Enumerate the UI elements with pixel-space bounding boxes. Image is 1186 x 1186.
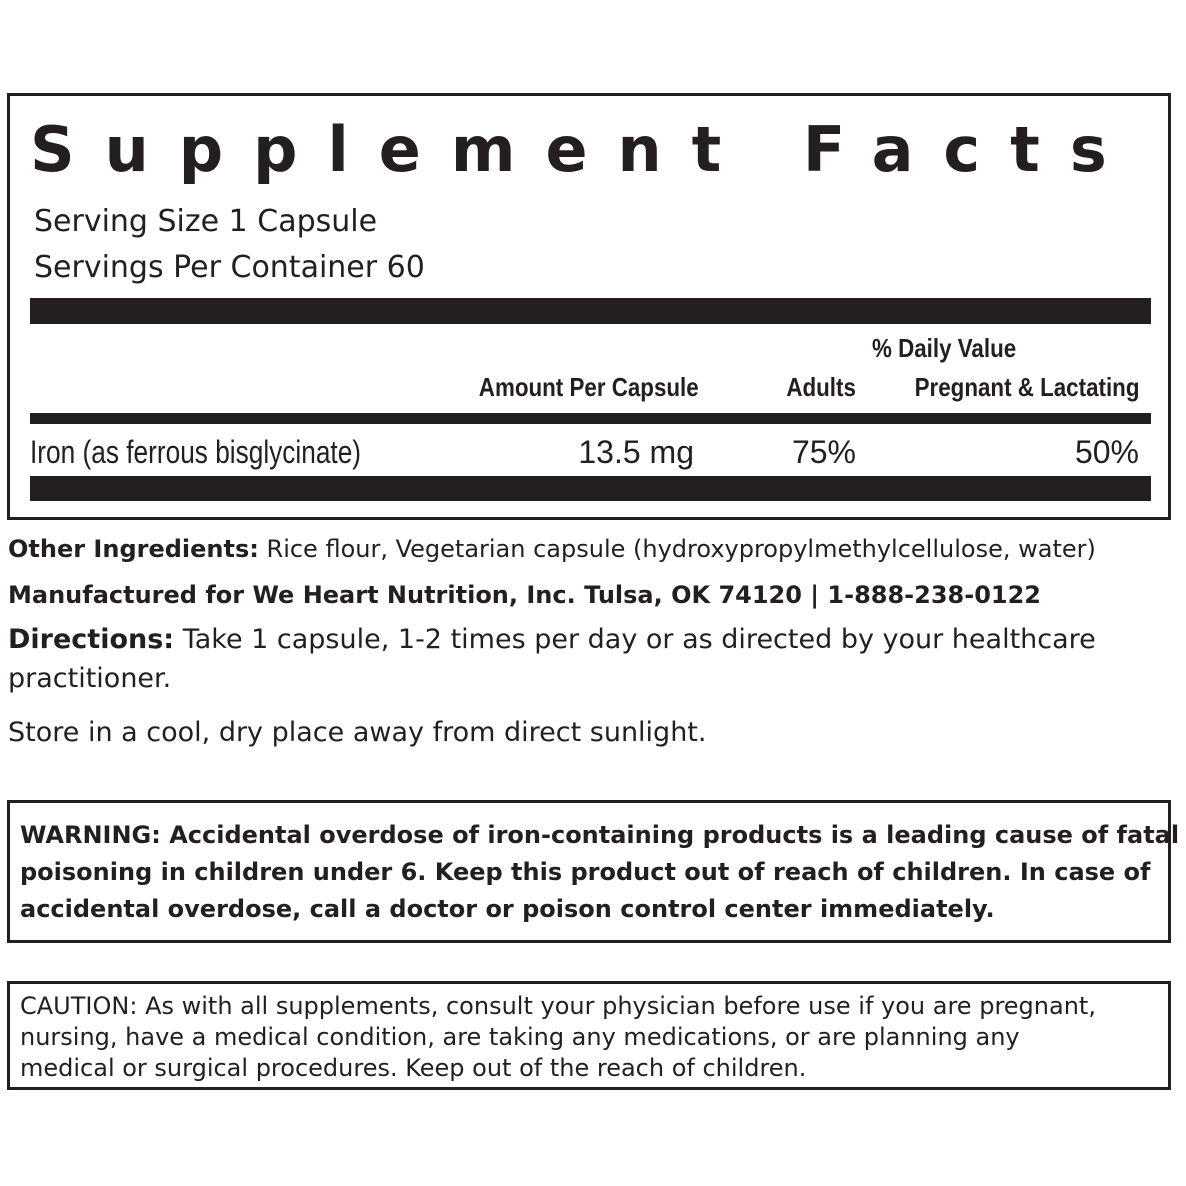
- header-amount-per-capsule: Amount Per Capsule: [479, 372, 699, 402]
- caution-line-1: [20, 991, 1160, 1022]
- directions-line-2: practitioner.: [8, 663, 172, 694]
- directions: [8, 621, 1096, 659]
- directions-label: Directions:: [8, 624, 175, 655]
- warning-line-3: accidental overdose, call a doctor or poison control center immediately.: [20, 895, 995, 923]
- ingredient-adults-dv: 75%: [791, 434, 856, 470]
- caution-label: CAUTION:: [20, 992, 138, 1020]
- header-daily-value: % Daily Value: [872, 333, 1017, 363]
- ingredient-amount: 13.5 mg: [578, 434, 694, 470]
- caution-text-1: As with all supplements, consult your physician before use if you are pregnant,: [145, 992, 1096, 1020]
- manufacturer-info: Manufactured for We Heart Nutrition, Inc. Tulsa, OK 74120 | 1-888-238-0122: [8, 581, 1041, 609]
- caution-line-2: nursing, have a medical condition, are taking any medications, or are planning any: [20, 1023, 1020, 1051]
- other-ingredients-label: Other Ingredients:: [8, 535, 259, 563]
- serving-size: Serving Size 1 Capsule: [34, 204, 378, 239]
- thick-divider-bottom: [30, 476, 1151, 501]
- caution-line-3: medical or surgical procedures. Keep out of the reach of children.: [20, 1054, 807, 1082]
- servings-per-container: Servings Per Container 60: [34, 250, 425, 285]
- thin-divider: [30, 413, 1151, 424]
- warning-line-1: WARNING: Accidental overdose of iron-containing products is a leading cause of fatal: [20, 821, 1180, 849]
- ingredient-name: Iron (as ferrous bisglycinate): [30, 434, 362, 470]
- other-ingredients: [8, 530, 1096, 568]
- warning-line-2: poisoning in children under 6. Keep this product out of reach of children. In case of: [20, 858, 1151, 886]
- directions-line-1: Take 1 capsule, 1-2 times per day or as directed by your healthcare: [182, 624, 1096, 655]
- storage-instructions: Store in a cool, dry place away from direct sunlight.: [8, 717, 707, 748]
- panel-title: Supplement Facts: [30, 113, 1137, 186]
- header-pregnant-lactating: Pregnant & Lactating: [914, 372, 1139, 402]
- ingredient-pregnant-dv: 50%: [1074, 434, 1139, 470]
- header-adults: Adults: [786, 372, 856, 402]
- other-ingredients-value: Rice flour, Vegetarian capsule (hydroxypropylmethylcellulose, water): [266, 535, 1096, 563]
- thick-divider-top: [30, 298, 1151, 324]
